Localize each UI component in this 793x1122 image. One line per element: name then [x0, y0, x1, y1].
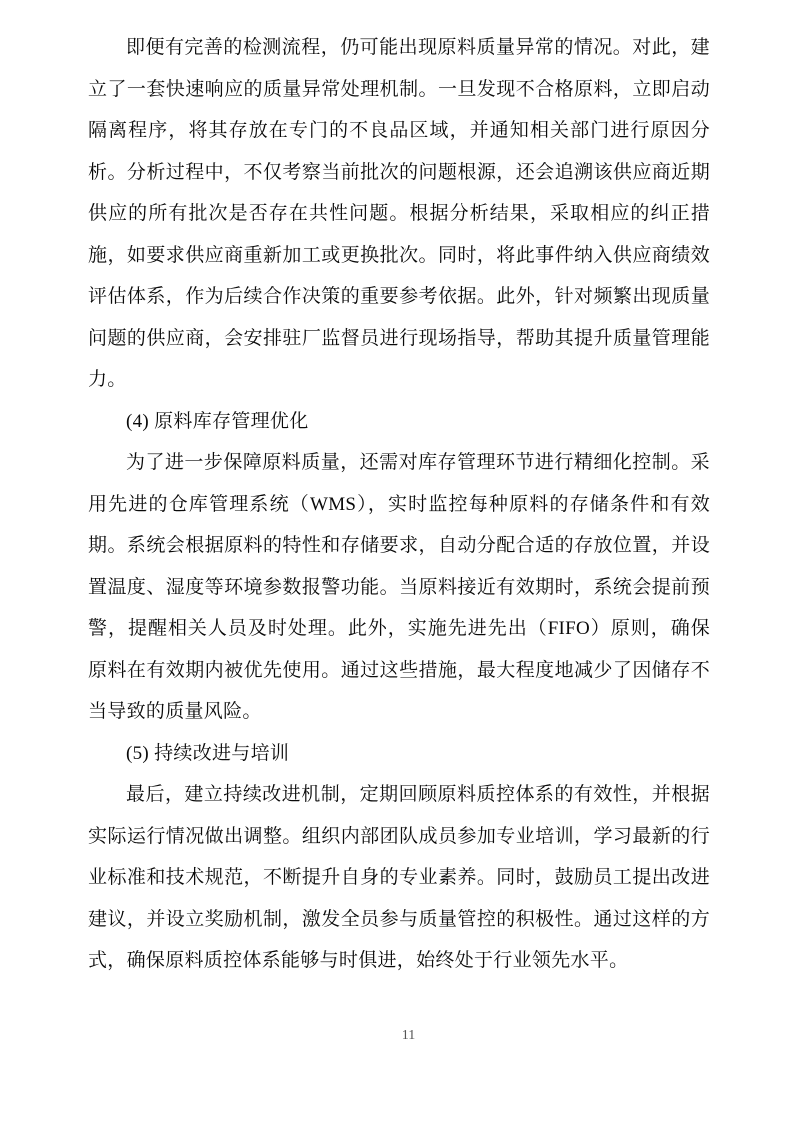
text-line: 析。分析过程中，不仅考察当前批次的问题根源，还会追溯该供应商近期: [88, 161, 710, 183]
text-line: 问题的供应商，会安排驻厂监督员进行现场指导，帮助其提升质量管理能: [88, 327, 710, 349]
text-line: 当导致的质量风险。: [88, 701, 262, 722]
text-line: 为了进一步保障原料质量，还需对库存管理环节进行精细化控制。采: [126, 452, 710, 473]
text-line: 施，如要求供应商重新加工或更换批次。同时，将此事件纳入供应商绩效: [88, 244, 710, 266]
page-footer: [0, 1026, 793, 1046]
text-line: 警，提醒相关人员及时处理。此外，实施先进先出（FIFO）原则，确保: [88, 618, 710, 639]
text-line: 供应的所有批次是否存在共性问题。根据分析结果，采取相应的纠正措: [88, 203, 710, 224]
text-line: 用先进的仓库管理系统（WMS），实时监控每种原料的存储条件和有效: [88, 493, 710, 515]
text-line: 力。: [88, 369, 127, 390]
text-line: 原料在有效期内被优先使用。通过这些措施，最大程度地减少了因储存不: [88, 659, 710, 681]
text-line: 建议，并设立奖励机制，激发全员参与质量管控的积极性。通过这样的方: [88, 908, 710, 930]
section-heading: (4) 原料库存管理优化: [126, 410, 309, 432]
text-line: 实际运行情况做出调整。组织内部团队成员参加专业培训，学习最新的行: [88, 825, 710, 847]
text-line: 隔离程序，将其存放在专门的不良品区域，并通知相关部门进行原因分: [88, 120, 710, 141]
text-line: 立了一套快速响应的质量异常处理机制。一旦发现不合格原料，立即启动: [88, 78, 710, 100]
section-heading: (5) 持续改进与培训: [126, 742, 290, 764]
text-line: 业标准和技术规范，不断提升自身的专业素养。同时，鼓励员工提出改进: [88, 867, 710, 888]
text-line: 即便有完善的检测流程，仍可能出现原料质量异常的情况。对此，建: [126, 37, 710, 58]
text-line: 评估体系，作为后续合作决策的重要参考依据。此外，针对频繁出现质量: [88, 286, 710, 307]
text-line: 式，确保原料质控体系能够与时俱进，始终处于行业领先水平。: [88, 950, 629, 971]
text-line: 期。系统会根据原料的特性和存储要求，自动分配合适的存放位置，并设: [88, 535, 710, 556]
page-number: 11: [401, 1028, 416, 1043]
document-content: [88, 27, 710, 982]
text-line: 置温度、湿度等环境参数报警功能。当原料接近有效期时，系统会提前预: [88, 576, 710, 598]
text-line: 最后，建立持续改进机制，定期回顾原料质控体系的有效性，并根据: [126, 784, 710, 805]
